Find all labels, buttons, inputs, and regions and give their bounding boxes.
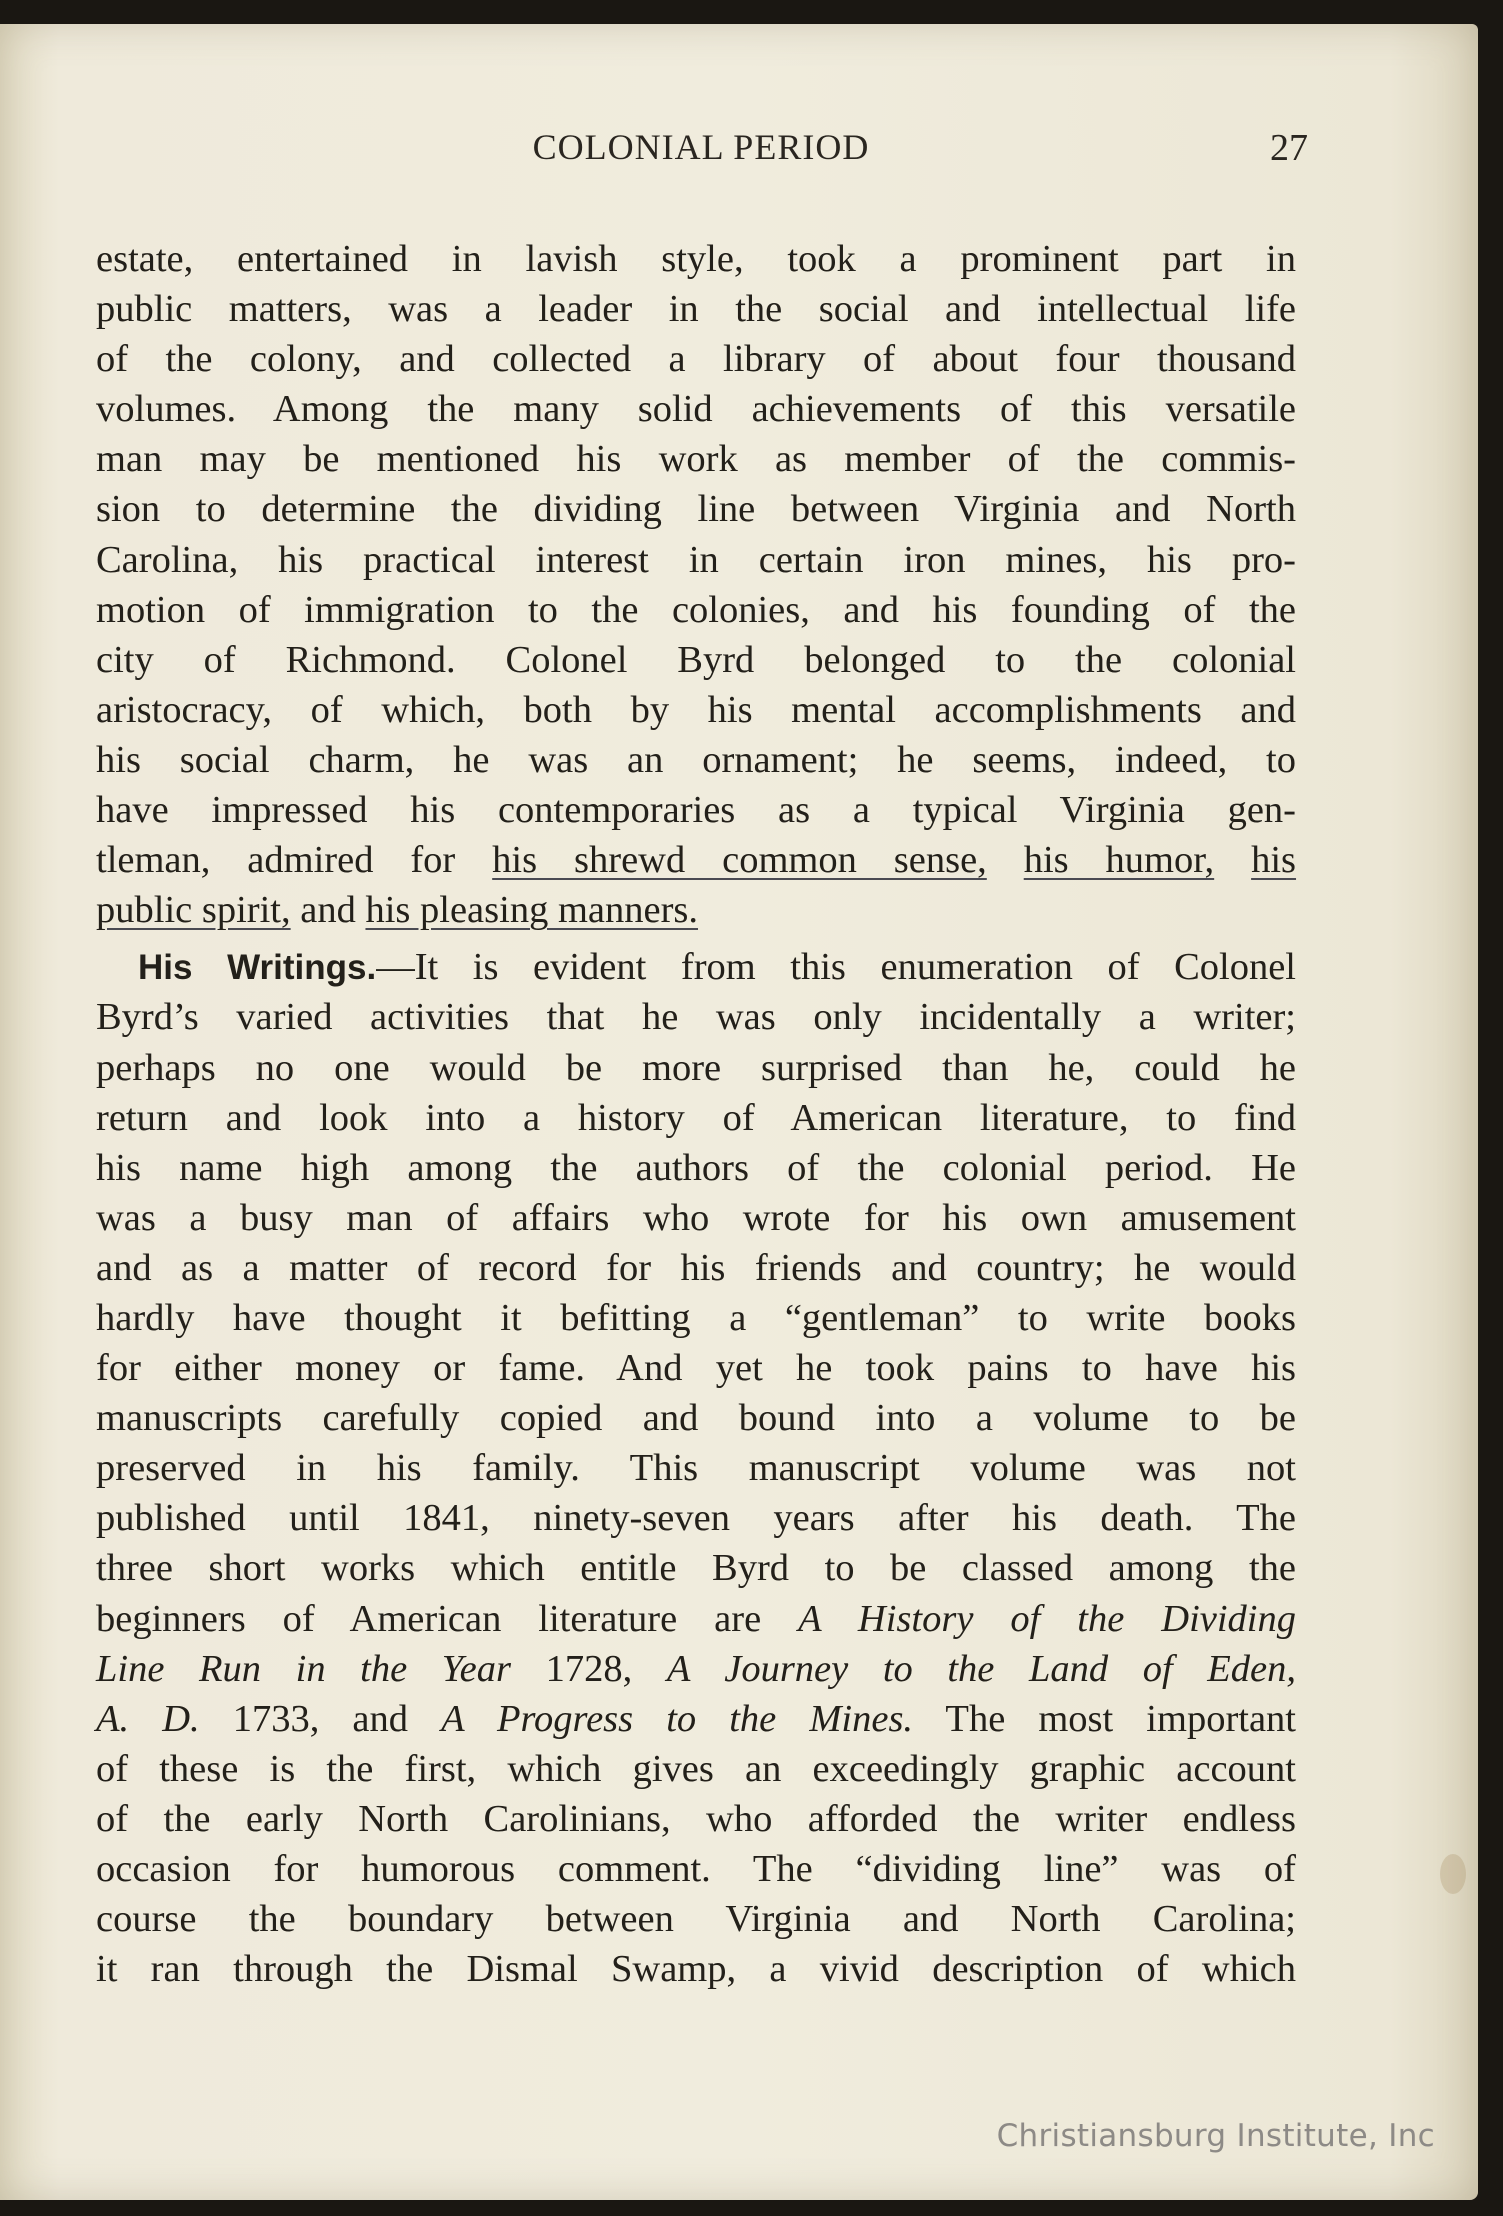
text-line: of the early North Carolinians, who afforded the writer endless — [96, 1797, 1296, 1840]
page-number: 27 — [1270, 127, 1308, 169]
book-page — [0, 24, 1478, 2200]
book-title: Line Run in the Year — [96, 1647, 512, 1690]
text-line: have impressed his contemporaries as a typical Virginia gen- — [96, 789, 1296, 832]
text-line: public matters, was a leader in the social and intellectual life — [96, 288, 1296, 331]
era-abbreviation: A. D. — [96, 1697, 200, 1740]
text-fragment: 1728, — [511, 1647, 667, 1690]
text-line — [96, 885, 1296, 935]
underlined-phrase: his pleasing manners. — [365, 889, 699, 932]
text-line: of these is the first, which gives an exceedingly graphic account — [96, 1747, 1296, 1790]
text-line: aristocracy, of which, both by his mental accomplishments and — [96, 688, 1296, 731]
text-line: return and look into a history of American literature, to find — [96, 1096, 1296, 1139]
text-fragment — [987, 839, 1024, 881]
underlined-phrase: his shrewd common sense, — [492, 839, 987, 882]
text-line — [96, 1594, 1296, 1644]
text-fragment: beginners of American literature are — [96, 1597, 799, 1640]
text-line: estate, entertained in lavish style, took a prominent part in — [96, 238, 1296, 280]
text-line: Byrd’s varied activities that he was only incidentally a writer; — [96, 996, 1296, 1039]
text-line: three short works which entitle Byrd to be classed among the — [96, 1547, 1296, 1590]
text-fragment: 1733, and — [199, 1697, 442, 1740]
text-line: his name high among the authors of the colonial period. He — [96, 1146, 1296, 1189]
text-line: occasion for humorous comment. The “dividing line” was of — [96, 1848, 1296, 1890]
text-line — [96, 835, 1296, 885]
text-fragment: and — [290, 889, 366, 932]
text-line: sion to determine the dividing line between Virginia and North — [96, 488, 1296, 531]
text-line — [96, 942, 1296, 992]
text-line: it ran through the Dismal Swamp, a vivid description of which — [96, 1948, 1296, 1991]
underlined-phrase: his humor, — [1023, 839, 1215, 882]
running-head — [98, 126, 1308, 176]
book-title: A Progress to the Mines. — [441, 1697, 914, 1740]
page-stain — [1440, 1854, 1466, 1894]
text-fragment: —It is evident from this enumeration of Colonel — [376, 946, 1296, 989]
paragraph-gap — [96, 935, 1296, 942]
text-line: hardly have thought it befitting a “gentleman” to write books — [96, 1296, 1296, 1339]
text-fragment: tleman, admired for — [96, 839, 493, 882]
text-line: volumes. Among the many solid achievements of this versatile — [96, 388, 1296, 431]
text-line: course the boundary between Virginia and North Carolina; — [96, 1898, 1296, 1941]
watermark: Christiansburg Institute, Inc — [996, 2118, 1435, 2154]
text-line: was a busy man of affairs who wrote for his own amusement — [96, 1196, 1296, 1239]
section-heading: His Writings. — [138, 948, 377, 988]
book-title: A Journey to the Land of Eden, — [666, 1647, 1297, 1690]
text-line: Carolina, his practical interest in certain iron mines, his pro- — [96, 538, 1296, 581]
text-line — [96, 1644, 1296, 1694]
text-line — [96, 1694, 1296, 1744]
text-line: city of Richmond. Colonel Byrd belonged to the colonial — [96, 638, 1296, 681]
text-fragment — [1214, 839, 1251, 881]
text-line: for either money or fame. And yet he took pains to have his — [96, 1347, 1296, 1390]
underlined-phrase: public spirit, — [96, 889, 291, 932]
text-line: of the colony, and collected a library of about four thousand — [96, 338, 1296, 381]
text-line: and as a matter of record for his friends and country; he would — [96, 1246, 1296, 1289]
text-line: manuscripts carefully copied and bound into a volume to be — [96, 1397, 1296, 1440]
text-line: his social charm, he was an ornament; he seems, indeed, to — [96, 738, 1296, 781]
text-line: man may be mentioned his work as member of the commis- — [96, 438, 1296, 481]
text-line: perhaps no one would be more surprised than he, could he — [96, 1046, 1296, 1089]
text-line: motion of immigration to the colonies, and his founding of the — [96, 588, 1296, 631]
text-line: preserved in his family. This manuscript volume was not — [96, 1447, 1296, 1490]
running-head-title: COLONIAL PERIOD — [532, 127, 870, 167]
text-fragment: The most important — [913, 1697, 1297, 1740]
underlined-phrase: his — [1251, 839, 1297, 882]
body-text — [96, 234, 1296, 1994]
book-title: A History of the Dividing — [798, 1597, 1297, 1640]
text-line: published until 1841, ninety-seven years after his death. The — [96, 1497, 1296, 1540]
